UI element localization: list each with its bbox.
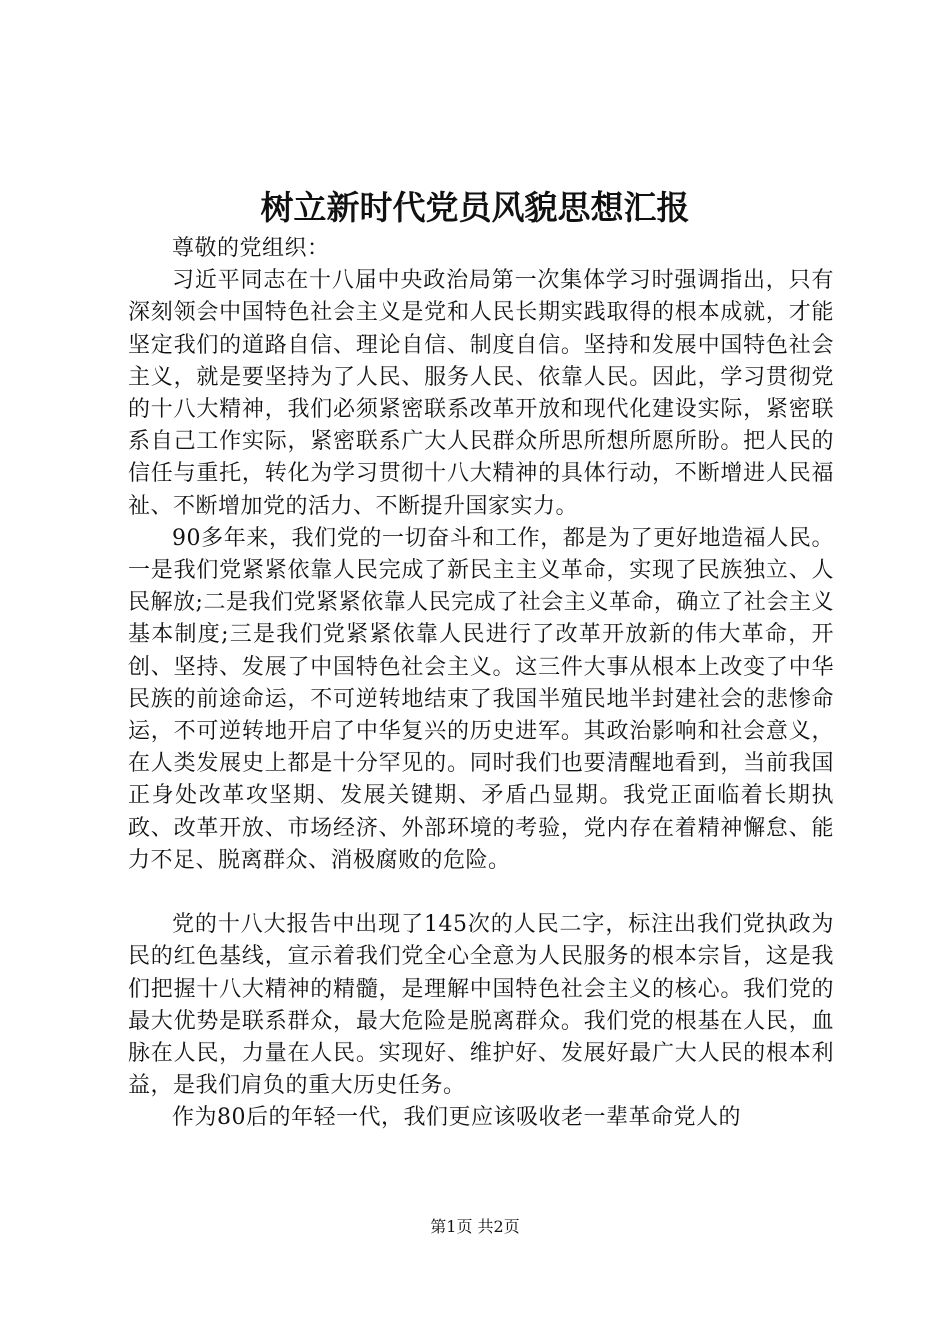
paragraph-2: 90多年来，我们党的一切奋斗和工作，都是为了更好地造福人民。一是我们党紧紧依靠人民完成了新民主主义革命，实现了民族独立、人民解放;二是我们党紧紧依靠人民完成了社会主义革命，确立了社会主义基本制度;三是我们党紧紧依靠人民进行了改革开放新的伟大革命，开创、坚持、发展了中国特色社会主义。这三件大事从根本上改变了中华民族的前途命运，不可逆转地结束了我国半殖民地半封建社会的悲惨命运，不可逆转地开启了中华复兴的历史进军。其政治影响和社会意义，在人类发展史上都是十分罕见的。同时我们也要清醒地看到，当前我国正身处改革攻坚期、发展关键期、矛盾凸显期。我党正面临着长期执政、改革开放、市场经济、外部环境的考验，党内存在着精神懈怠、能力不足、脱离群众、消极腐败的危险。 — [128, 525, 834, 873]
blank-line — [128, 877, 834, 909]
salutation: 尊敬的党组织： — [172, 236, 330, 261]
paragraph-1: 习近平同志在十八届中央政治局第一次集体学习时强调指出，只有深刻领会中国特色社会主义是党和人民长期实践取得的根本成就，才能坚定我们的道路自信、理论自信、制度自信。坚持和发展中国特色社会主义，就是要坚持为了人民、服务人民、依靠人民。因此，学习贯彻党的十八大精神，我们必须紧密联系改革开放和现代化建设实际，紧密联系自己工作实际，紧密联系广大人民群众所思所想所愿所盼。把人民的信任与重托，转化为学习贯彻十八大精神的具体行动，不断增进人民福祉、不断增加党的活力、不断提升国家实力。 — [128, 268, 834, 519]
paragraph-3: 党的十八大报告中出现了145次的人民二字，标注出我们党执政为民的红色基线，宣示着我们党全心全意为人民服务的根本宗旨，这是我们把握十八大精神的精髓，是理解中国特色社会主义的核心。我们党的最大优势是联系群众，最大危险是脱离群众。我们党的根基在人民，血脉在人民，力量在人民。实现好、维护好、发展好最广大人民的根本利益，是我们肩负的重大历史任务。 — [128, 912, 834, 1099]
page-footer: 第1页 共2页 — [430, 1217, 520, 1236]
document-title: 树立新时代党员风貌思想汇报 — [260, 188, 690, 227]
document-body — [128, 233, 834, 1135]
paragraph-4: 作为80后的年轻一代，我们更应该吸收老一辈革命党人的 — [172, 1105, 741, 1131]
